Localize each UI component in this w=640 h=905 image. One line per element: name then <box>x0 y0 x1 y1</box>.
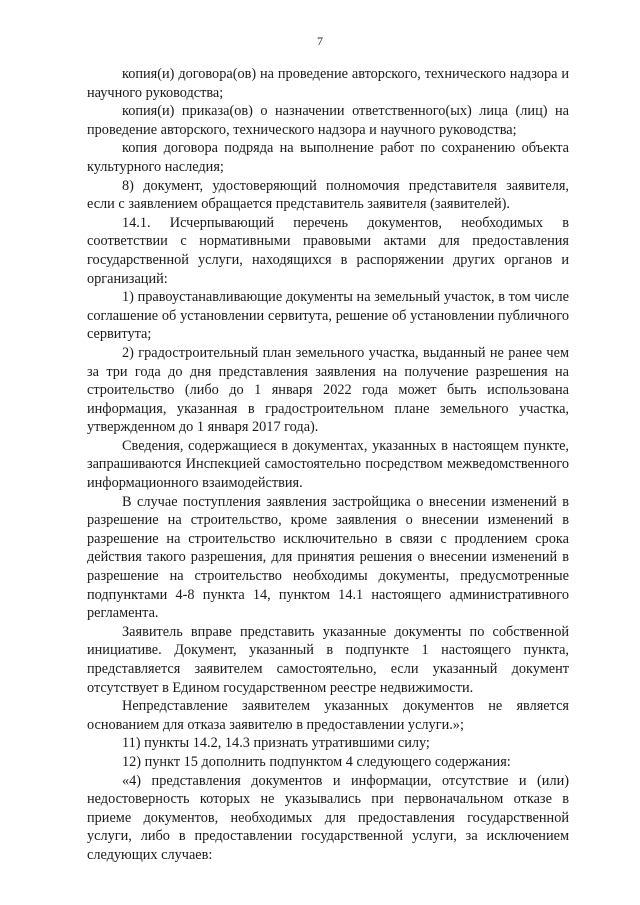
paragraph-item-2-urban-plan: 2) градостроительный план земельного участка, выданный не ранее чем за три года до дня представления заявления на получение разрешения на строительство (либо до 1 января 2022 года может быть использована информация, указанная в градостроительном плане земельного участка, утвержденном до 1 января 2017 года). <box>87 344 569 436</box>
paragraph-item-12: 12) пункт 15 дополнить подпунктом 4 следующего содержания: <box>122 753 511 770</box>
document-body <box>87 65 569 865</box>
paragraph-item-11: 11) пункты 14.2, 14.3 признать утратившими силу; <box>122 735 430 752</box>
paragraph-subcontract-copy: копия договора подряда на выполнение работ по сохранению объекта культурного наследия; <box>87 140 569 175</box>
paragraph-item-1-land-rights: 1) правоустанавливающие документы на земельный участок, в том числе соглашение об установлении сервитута, решение об установлении публичного сервитута; <box>87 289 569 343</box>
paragraph-permit-changes: В случае поступления заявления застройщика о внесении изменений в разрешение на строительство, кроме заявления о внесении изменений в разрешение на строительство исключительно в связи с продлением срока действия такого разрешения, для принятия решения о внесении изменений в разрешение на строительство необходимы документы, предусмотренные подпунктами 4-8 пункта 14, пунктом 14.1 настоящего административного регламента. <box>87 493 569 622</box>
paragraph-order-copies: копия(и) приказа(ов) о назначении ответственного(ых) лица (лиц) на проведение авторского, технического надзора и научного руководства; <box>87 103 569 138</box>
paragraph-interagency-requests: Сведения, содержащиеся в документах, указанных в настоящем пункте, запрашиваются Инспекцией самостоятельно посредством межведомственного информационного взаимодействия. <box>87 437 569 492</box>
paragraph-section-14-1: 14.1. Исчерпывающий перечень документов, необходимых в соответствии с нормативными правовыми актами для предоставления государственной услуги, находящихся в распоряжении других органов и организаций: <box>87 214 569 287</box>
paragraph-contract-copies: копия(и) договора(ов) на проведение авторского, технического надзора и научного руководства; <box>87 66 569 101</box>
paragraph-non-submission: Непредставление заявителем указанных документов не является основанием для отказа заявителю в предоставлении услуги.»; <box>87 698 569 733</box>
paragraph-subitem-4: «4) представления документов и информации, отсутствие и (или) недостоверность которых не указывались при первоначальном отказе в приеме документов, необходимых для предоставления государственной услуги, либо в предоставлении государственной услуги, за исключением следующих случаев: <box>87 772 569 863</box>
paragraph-own-initiative: Заявитель вправе представить указанные документы по собственной инициативе. Документ, указанный в подпункте 1 настоящего пункта, представляется заявителем самостоятельно, если указанный документ отсутствует в Едином государственном реестре недвижимости. <box>87 623 569 696</box>
paragraph-item-8: 8) документ, удостоверяющий полномочия представителя заявителя, если с заявлением обращается представитель заявителя (заявителей). <box>87 177 569 213</box>
page-number: 7 <box>317 34 323 48</box>
